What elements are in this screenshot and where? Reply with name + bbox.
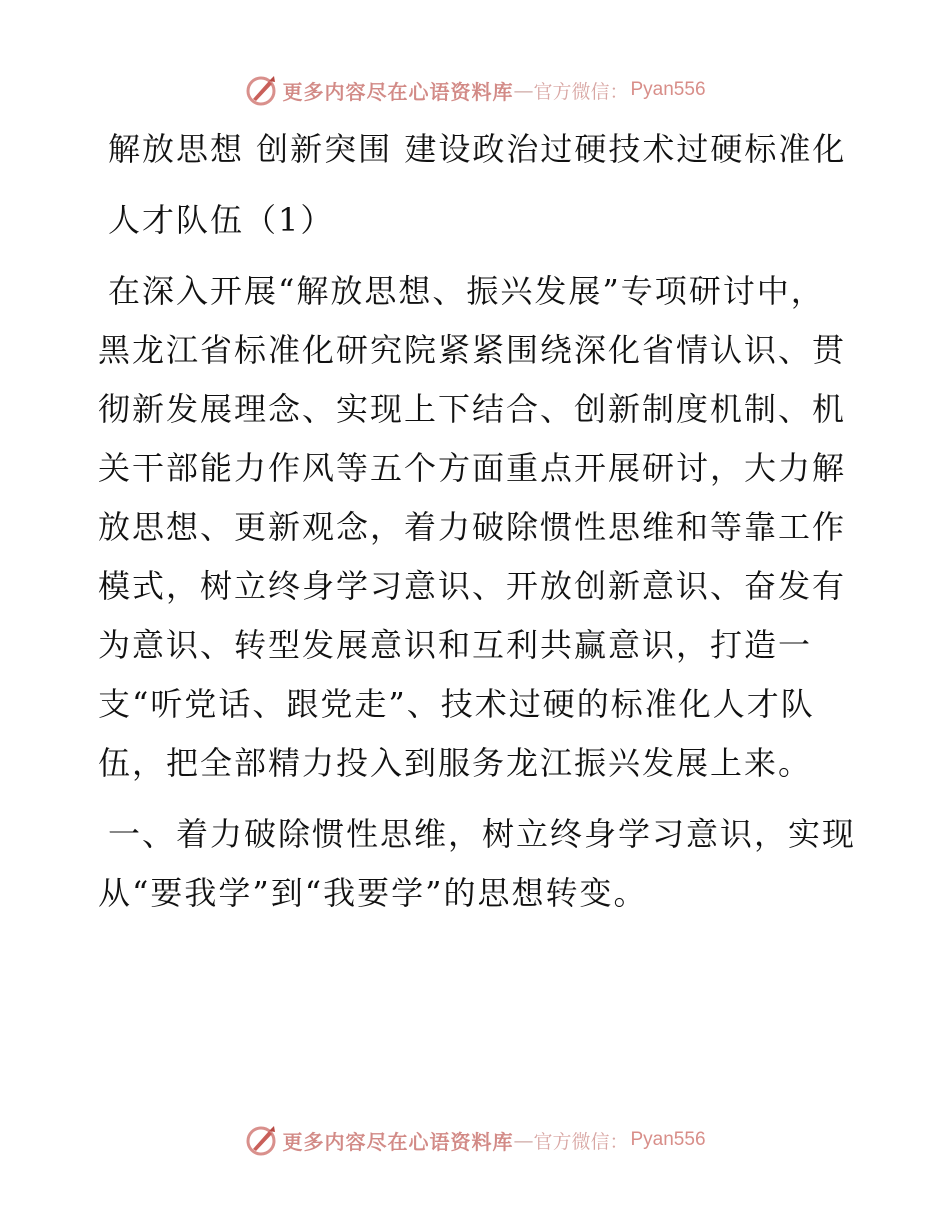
document-subtitle: 人才队伍（1）: [108, 201, 335, 239]
banner-dash: —: [513, 78, 534, 102]
document-title: 解放思想 创新突围 建设政治过硬技术过硬标准化: [108, 130, 847, 168]
header-watermark-banner: [0, 70, 950, 110]
banner-text: 更多内容尽在心语资料库: [282, 1129, 514, 1154]
pen-logo-icon: [244, 73, 278, 107]
pen-logo-icon: [244, 1123, 278, 1157]
document-body: [98, 120, 858, 935]
banner-dash: —: [513, 1128, 534, 1152]
banner-wechat-id: Pyan556: [630, 1129, 706, 1150]
paragraph-2: 一、着力破除惯性思维，树立终身学习意识，实现从“要我学”到“我要学”的思想转变。: [98, 815, 857, 912]
paragraph-1: 在深入开展“解放思想、振兴发展”专项研讨中，黑龙江省标准化研究院紧紧围绕深化省情认识、贯彻新发展理念、实现上下结合、创新制度机制、机关干部能力作风等五个方面重点开展研讨，大力解放思想、更新观念，着力破除惯性思维和等靠工作模式，树立终身学习意识、开放创新意识、奋发有为意识、转型发展意识和互利共赢意识，打造一支“听党话、跟党走”、技术过硬的标准化人才队伍，把全部精力投入到服务龙江振兴发展上来。: [98, 272, 847, 782]
banner-wechat-id: Pyan556: [630, 79, 706, 100]
banner-text: 更多内容尽在心语资料库: [282, 79, 514, 104]
footer-watermark-banner: [0, 1120, 950, 1160]
banner-official-label: 官方微信：: [533, 1130, 629, 1153]
banner-official-label: 官方微信：: [533, 80, 629, 103]
